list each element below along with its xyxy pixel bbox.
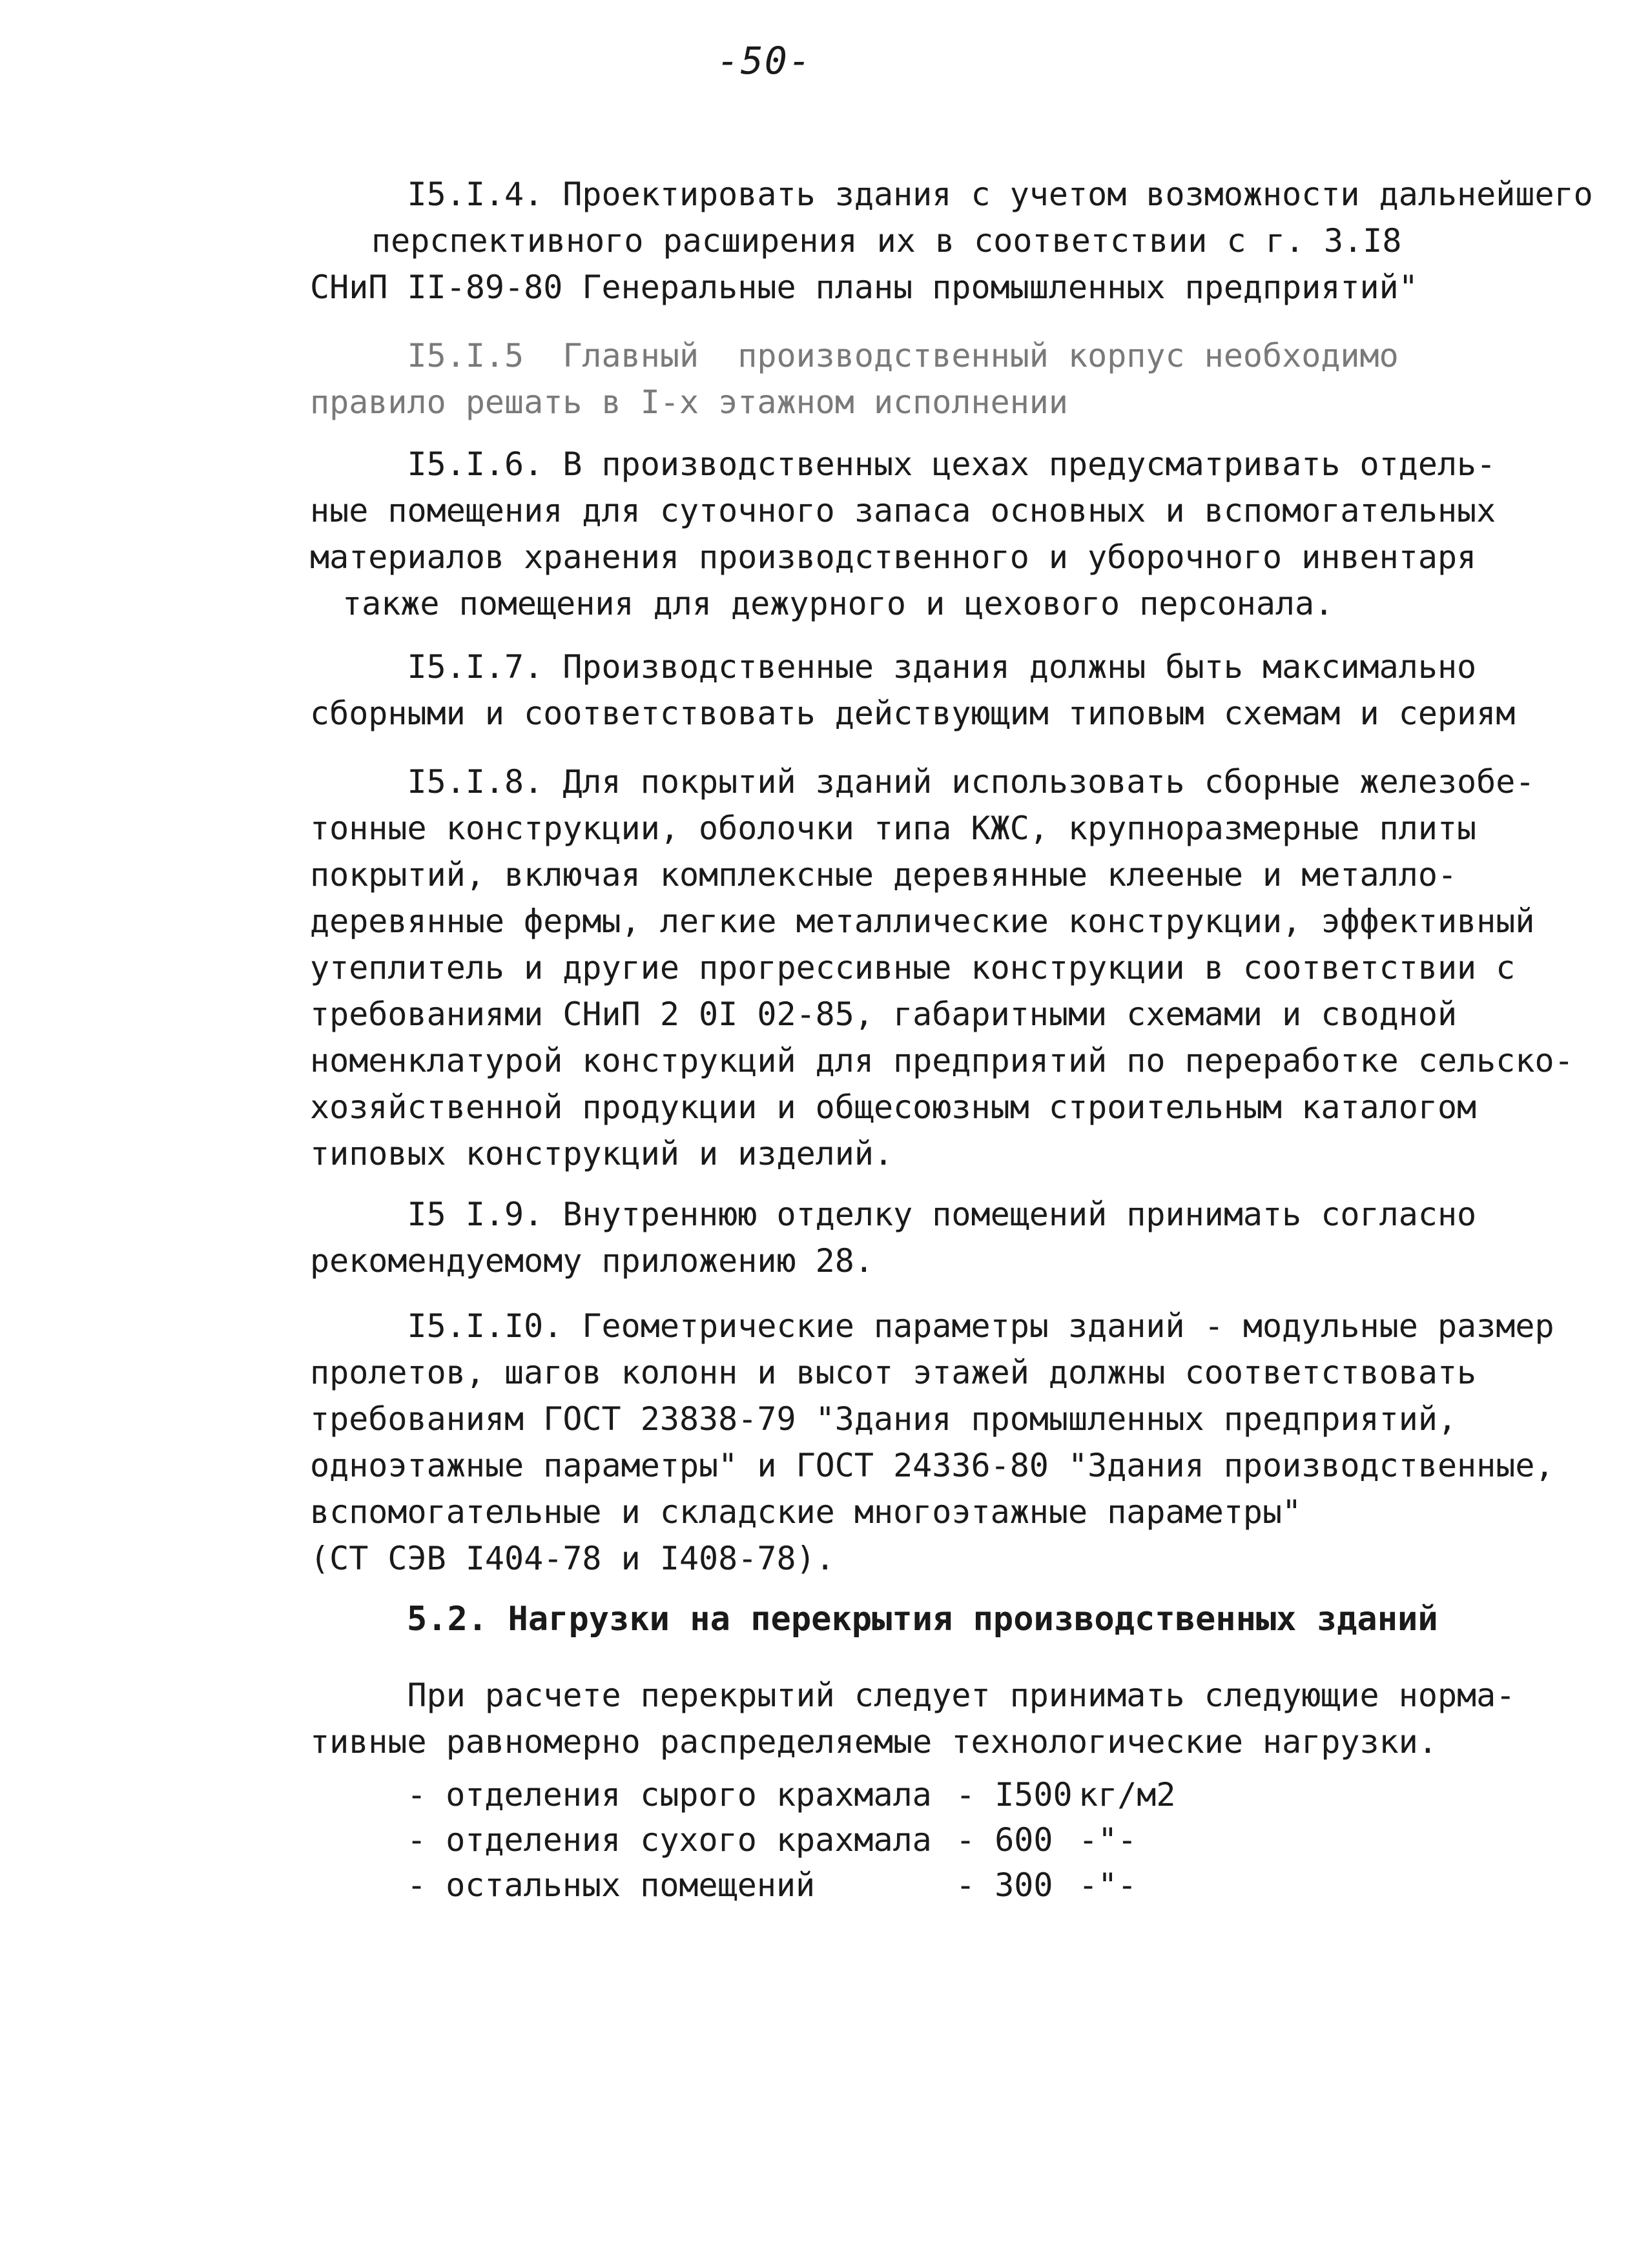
text-line: (СТ СЭВ I404-78 и I408-78). bbox=[310, 1540, 835, 1577]
load-unit: -"- bbox=[1078, 1821, 1137, 1859]
page-number: -50- bbox=[717, 39, 812, 83]
text-line: пролетов, шагов колонн и высот этажей должны соответствовать bbox=[310, 1354, 1477, 1391]
paragraph-15-1-4 bbox=[310, 171, 1602, 311]
text-line: покрытий, включая комплексные деревянные клееные и металло- bbox=[310, 856, 1458, 894]
load-unit: -"- bbox=[1078, 1866, 1137, 1904]
load-value: - 600 bbox=[956, 1821, 1053, 1859]
text-line: типовых конструкций и изделий. bbox=[310, 1135, 894, 1172]
text-line: деревянные фермы, легкие металлические конструкции, эффективный bbox=[310, 903, 1535, 940]
load-value: - 300 bbox=[956, 1866, 1053, 1904]
text-line: I5.I.6. В производственных цехах предусматривать отдель- bbox=[310, 445, 1496, 483]
text-line: тивные равномерно распределяемые технологические нагрузки. bbox=[310, 1723, 1438, 1761]
text-line: I5.I.8. Для покрытий зданий использовать сборные железобе- bbox=[310, 763, 1535, 801]
text-line: вспомогательные и складские многоэтажные параметры" bbox=[310, 1493, 1302, 1531]
text-line: тонные конструкции, оболочки типа КЖС, крупноразмерные плиты bbox=[310, 810, 1477, 847]
text-line: СНиП II-89-80 Генеральные планы промышленных предприятий" bbox=[310, 269, 1418, 306]
list-item bbox=[407, 1863, 1176, 1908]
text-line: материалов хранения производственного и уборочного инвентаря bbox=[310, 538, 1477, 576]
text-line: утеплитель и другие прогрессивные конструкции в соответствии с bbox=[310, 949, 1516, 986]
text-line: требованиями СНиП 2 0I 02-85, габаритными схемами и сводной bbox=[310, 996, 1458, 1033]
text-line: требованиям ГОСТ 23838-79 "Здания промышленных предприятий, bbox=[310, 1400, 1458, 1438]
paragraph-15-1-5 bbox=[310, 332, 1602, 425]
paragraph-15-1-10 bbox=[310, 1303, 1602, 1582]
list-item bbox=[407, 1772, 1176, 1817]
paragraph-15-1-8 bbox=[310, 759, 1602, 1177]
section-heading: 5.2. Нагрузки на перекрытия производственных зданий bbox=[407, 1600, 1438, 1639]
text-line: I5.I.I0. Геометрические параметры зданий - модульные размер bbox=[310, 1307, 1554, 1345]
text-line: хозяйственной продукции и общесоюзным строительным каталогом bbox=[310, 1088, 1477, 1126]
text-line: При расчете перекрытий следует принимать следующие норма- bbox=[310, 1677, 1516, 1714]
text-line: правило решать в I-х этажном исполнении bbox=[310, 383, 1068, 421]
text-line: ные помещения для суточного запаса основных и вспомогательных bbox=[310, 492, 1496, 529]
text-line: рекомендуемому приложению 28. bbox=[310, 1242, 874, 1280]
load-name: - отделения сухого крахмала bbox=[407, 1821, 932, 1859]
text-line: I5.I.4. Проектировать здания с учетом возможности дальнейшего bbox=[310, 176, 1593, 213]
load-name: - отделения сырого крахмала bbox=[407, 1776, 932, 1813]
load-unit: кг/м2 bbox=[1078, 1776, 1176, 1813]
text-line: I5.I.7. Производственные здания должны быть максимально bbox=[310, 648, 1477, 686]
paragraph-15-1-9 bbox=[310, 1191, 1602, 1284]
loads-list bbox=[407, 1772, 1176, 1908]
text-line: одноэтажные параметры" и ГОСТ 24336-80 "Здания производственные, bbox=[310, 1447, 1554, 1484]
paragraph-15-1-7 bbox=[310, 644, 1602, 737]
text-line: перспективного расширения их в соответствии с г. 3.I8 bbox=[371, 222, 1402, 260]
loads-intro bbox=[310, 1672, 1515, 1765]
load-name: - остальных помещений bbox=[407, 1866, 816, 1904]
paragraph-15-1-6 bbox=[310, 441, 1602, 627]
text-line: также помещения для дежурного и цехового персонала. bbox=[342, 585, 1334, 622]
text-line: I5 I.9. Внутреннюю отделку помещений принимать согласно bbox=[310, 1196, 1477, 1233]
list-item bbox=[407, 1817, 1176, 1863]
text-line: номенклатурой конструкций для предприятий по переработке сельско- bbox=[310, 1042, 1574, 1079]
load-value: - I500 bbox=[956, 1776, 1073, 1813]
text-line: сборными и соответствовать действующим типовым схемам и сериям bbox=[310, 695, 1516, 732]
text-line: I5.I.5 Главный производственный корпус необходимо bbox=[310, 337, 1399, 374]
